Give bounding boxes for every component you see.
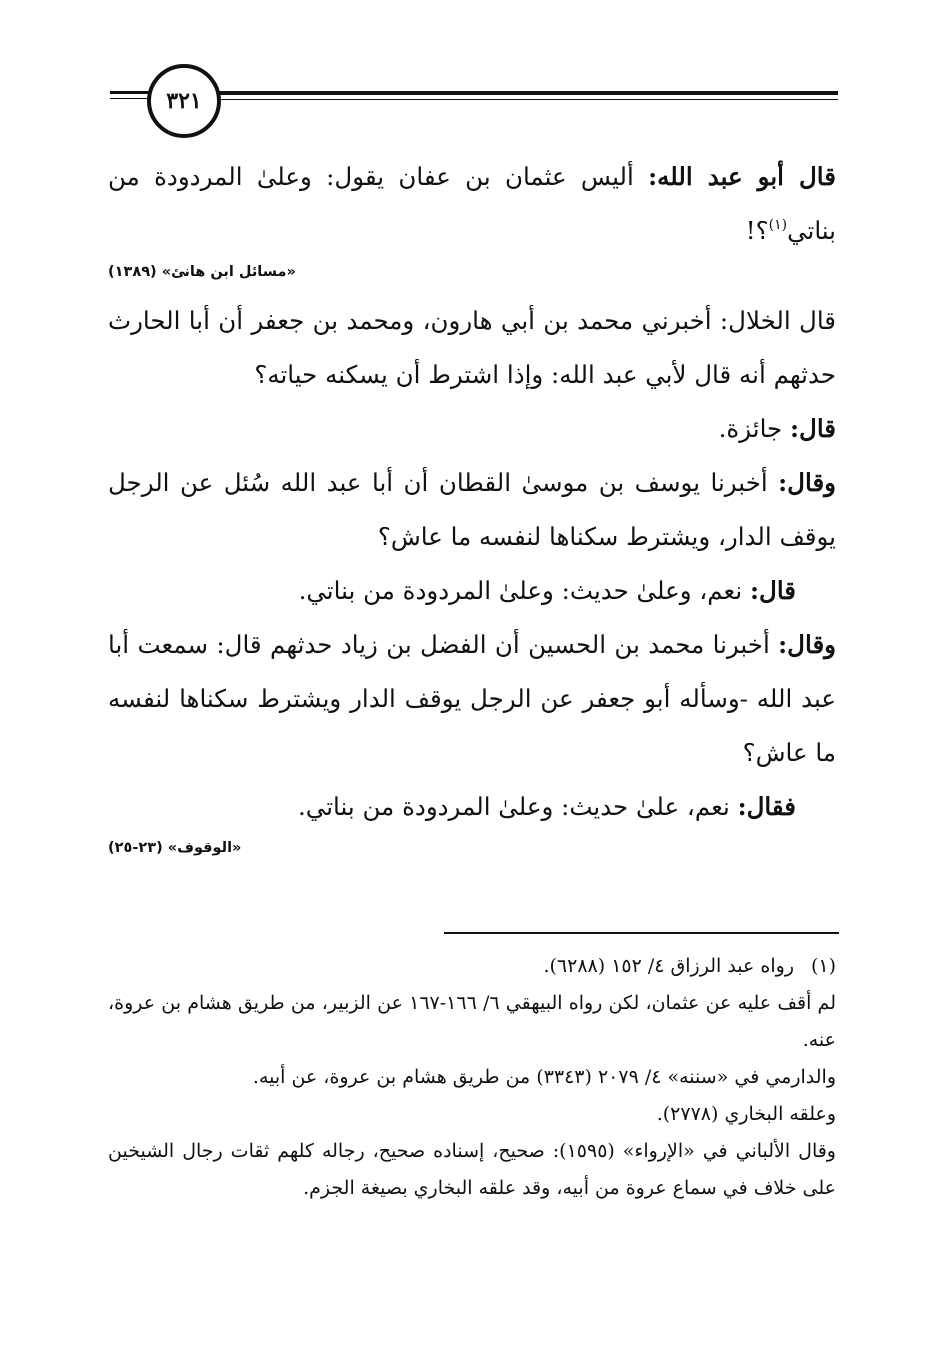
paragraph-end: ؟!	[745, 216, 769, 245]
speaker-label: فقال:	[737, 792, 796, 821]
speaker-label: وقال:	[778, 468, 836, 497]
header-rule-left-thin	[110, 98, 150, 99]
paragraph-2: قال الخلال: أخبرني محمد بن أبي هارون، ومحمد بن جعفر أن أبا الحارث حدثهم أنه قال لأبي عبد الله: وإذا اشترط أن يسكنه حياته؟	[108, 306, 836, 389]
footnote-marker: (١)	[768, 217, 788, 233]
header-rule-right-thin	[214, 99, 838, 100]
footnotes	[108, 948, 836, 1207]
paragraph-text: نعم، وعلىٰ حديث: وعلىٰ المردودة من بناتي.	[298, 576, 750, 605]
paragraph-text: أخبرنا محمد بن الحسين أن الفضل بن زياد حدثهم قال: سمعت أبا عبد الله -وسأله أبو جعفر عن الرجل يوقف الدار ويشترط سكناها لنفسه ما عاش؟	[108, 630, 836, 767]
footnote-divider	[444, 932, 839, 934]
footnote-text: رواه عبد الرزاق ٤/ ١٥٢ (٦٢٨٨).	[543, 955, 794, 977]
source-citation-1: «مسائل ابن هانئ» (١٣٨٩)	[108, 264, 296, 280]
footnote-line-1	[108, 948, 836, 985]
paragraph-text: أخبرنا يوسف بن موسىٰ القطان أن أبا عبد الله سُئل عن الرجل يوقف الدار، ويشترط سكناها لنفسه ما عاش؟	[108, 468, 836, 551]
source-citation-2: «الوقوف» (٢٣-٢٥)	[108, 840, 242, 856]
paragraph-4	[108, 456, 836, 564]
footnote-line-3: والدارمي في «سننه» ٤/ ٢٠٧٩ (٣٣٤٣) من طريق هشام بن عروة، عن أبيه.	[252, 1066, 836, 1088]
paragraph-text: نعم، علىٰ حديث: وعلىٰ المردودة من بناتي.	[298, 792, 738, 821]
page-header	[0, 58, 942, 148]
speaker-label: قال:	[749, 576, 796, 605]
footnote-line-4: وعلقه البخاري (٢٧٧٨).	[656, 1103, 836, 1125]
speaker-label: قال أبو عبد الله:	[648, 162, 836, 191]
header-rule-right-thick	[214, 91, 838, 95]
page-number: ٣٢١	[147, 64, 221, 138]
speaker-label: وقال:	[778, 630, 836, 659]
paragraph-1	[108, 150, 836, 258]
paragraph-6	[108, 618, 836, 780]
footnote-line-5: وقال الألباني في «الإرواء» (١٥٩٥): صحيح، إسناده صحيح، رجاله كلهم ثقات رجال الشيخين على خلاف في سماع عروة من أبيه، وقد علقه البخاري بصيغة الجزم.	[108, 1140, 836, 1199]
speaker-label: قال:	[789, 414, 836, 443]
header-rule-left-thick	[110, 91, 150, 94]
paragraph-text: أليس عثمان بن عفان يقول: وعلىٰ المردودة من بناتي	[108, 162, 836, 245]
paragraph-text: جائزة.	[718, 414, 790, 443]
paragraph-3	[108, 402, 836, 456]
main-text	[108, 150, 836, 870]
paragraph-7	[108, 780, 836, 834]
paragraph-5	[108, 564, 836, 618]
footnote-line-2: لم أقف عليه عن عثمان، لكن رواه البيهقي ٦/ ١٦٦-١٦٧ عن الزبير، من طريق هشام بن عروة، عنه.	[108, 992, 836, 1051]
footnote-number: (١)	[810, 955, 836, 977]
